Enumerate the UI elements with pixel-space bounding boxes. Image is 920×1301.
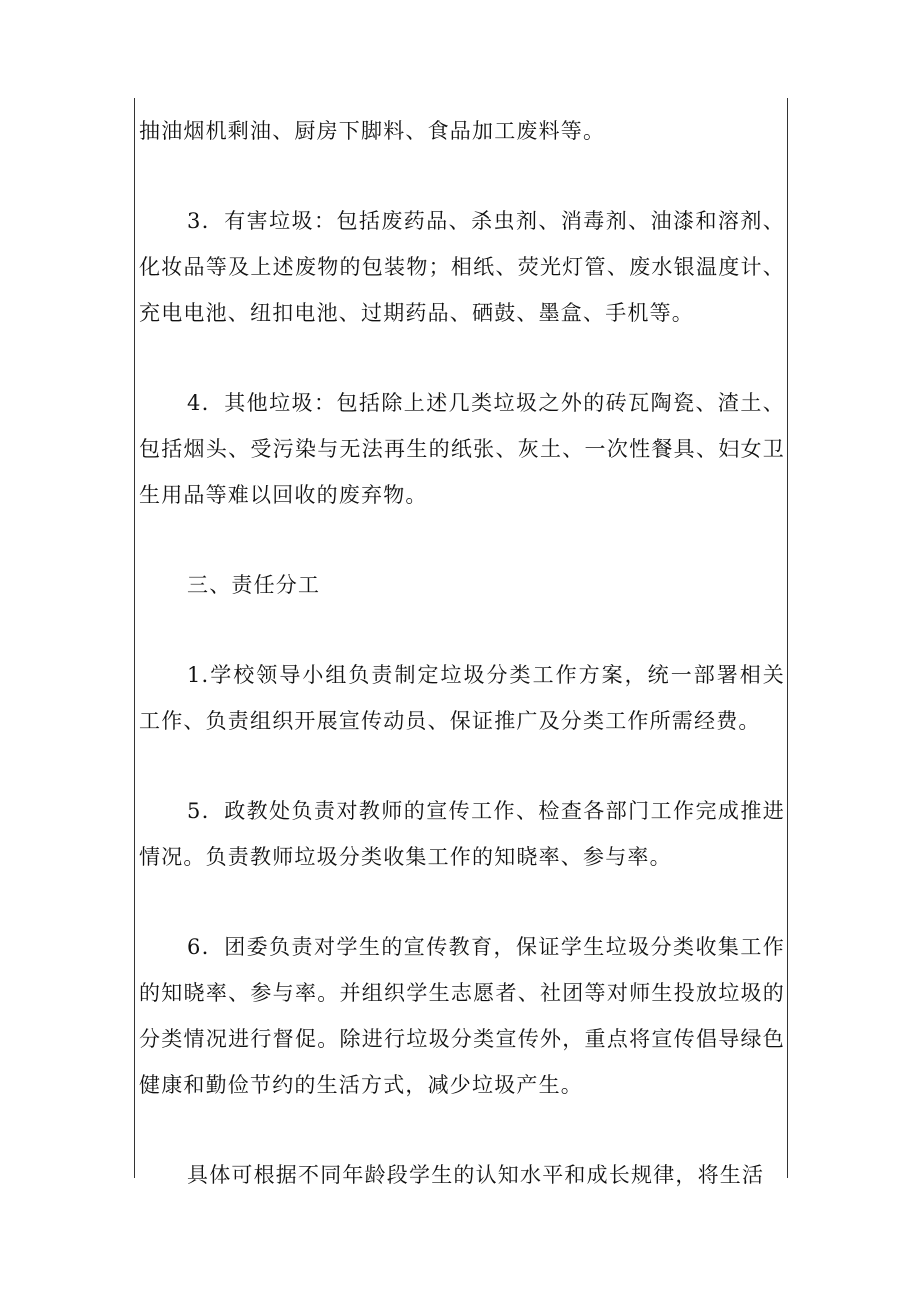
- paragraph-youth-league: 6．团委负责对学生的宣传教育，保证学生垃圾分类收集工作的知晓率、参与率。并组织学生志愿者、社团等对师生投放垃圾的分类情况进行督促。除进行垃圾分类宣传外，重点将宣传倡导绿色健康和勤俭节约的生活方式，减少垃圾产生。: [139, 935, 785, 1097]
- paragraph-kitchen-waste-continued: 抽油烟机剩油、厨房下脚料、食品加工废料等。: [139, 119, 606, 143]
- paragraph-other-waste: 4．其他垃圾：包括除上述几类垃圾之外的砖瓦陶瓷、渣土、包括烟头、受污染与无法再生的纸张、灰土、一次性餐具、妇女卫生用品等难以回收的废弃物。: [139, 391, 785, 507]
- page-border-right: [787, 98, 788, 1178]
- paragraph-specific-approach: 具体可根据不同年龄段学生的认知水平和成长规律，将生活: [187, 1163, 765, 1187]
- paragraph-hazardous-waste: 3．有害垃圾：包括废药品、杀虫剂、消毒剂、油漆和溶剂、化妆品等及上述废物的包装物；相纸、荧光灯管、废水银温度计、充电电池、纽扣电池、过期药品、硒鼓、墨盒、手机等。: [139, 209, 785, 325]
- paragraph-political-office: 5．政教处负责对教师的宣传工作、检查各部门工作完成推进情况。负责教师垃圾分类收集工作的知晓率、参与率。: [139, 799, 785, 869]
- page-border-left: [134, 98, 135, 1178]
- paragraph-leadership-group: 1.学校领导小组负责制定垃圾分类工作方案，统一部署相关工作、负责组织开展宣传动员、保证推广及分类工作所需经费。: [139, 663, 785, 733]
- section-heading-responsibilities: 三、责任分工: [187, 573, 321, 597]
- document-body: [139, 108, 785, 1242]
